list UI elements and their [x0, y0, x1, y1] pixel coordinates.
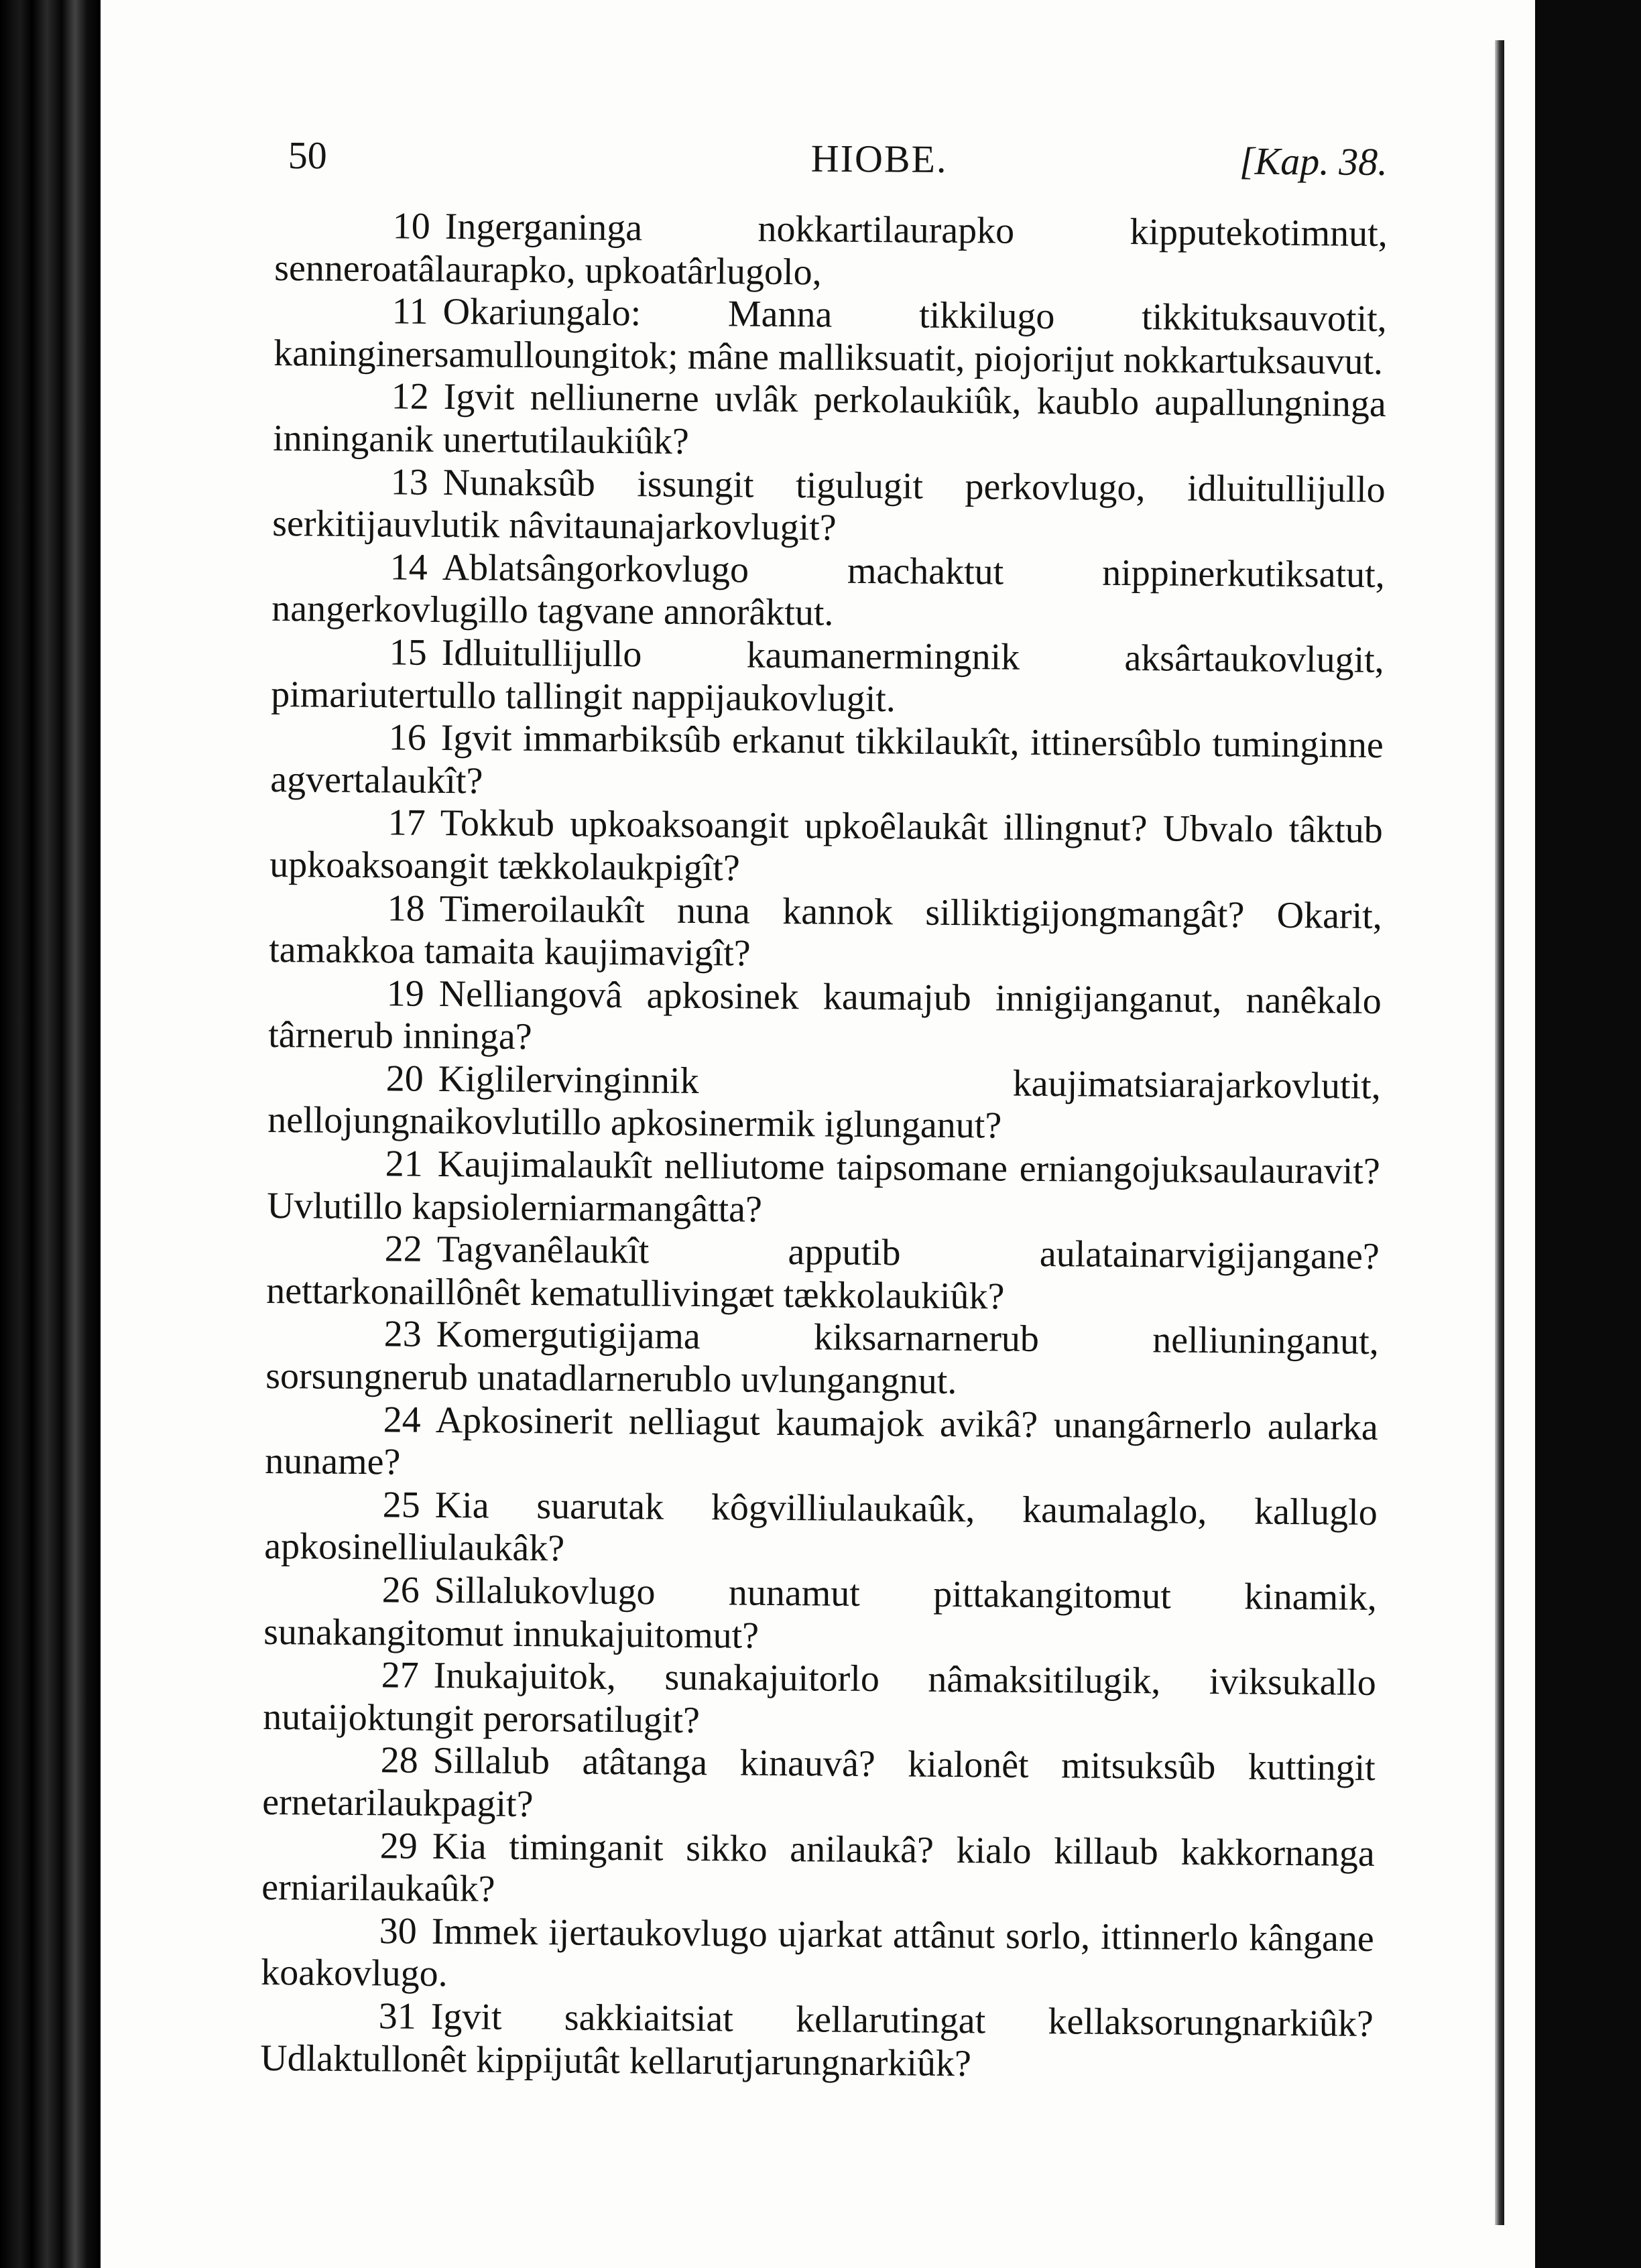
- verse-text: Igvit nelliunerne uvlâk perkolaukiûk, kaublo aupallungninga inninganik unertutilaukiûk?: [273, 376, 1386, 462]
- verse-31: [260, 1995, 1374, 2088]
- book-binding-shadow: [0, 0, 101, 2268]
- verse-14: [271, 546, 1385, 639]
- verse-number: 14: [389, 546, 428, 588]
- chapter-reference: [Kap. 38.: [1239, 139, 1388, 184]
- verse-text: Okariungalo: Manna tikkilugo tikkituksauvotit, kaninginersamulloungitok; mâne malliksuatit, piojorijut nokkartuksauvut.: [274, 291, 1387, 383]
- verse-number: 23: [383, 1313, 422, 1356]
- verse-number: 15: [389, 631, 427, 674]
- verse-number: 28: [380, 1739, 419, 1782]
- verse-number: 27: [381, 1654, 420, 1696]
- verse-number: 19: [386, 972, 425, 1015]
- verse-17: [269, 801, 1383, 895]
- verse-text: Ingerganinga nokkartilaurapko kipputekotimnut, senneroatâlaurapko, upkoatârlugolo,: [274, 205, 1388, 294]
- verse-text: Sillalukovlugo nunamut pittakangitomut kinamik, sunakangitomut innukajuitomut?: [263, 1569, 1377, 1657]
- verse-number: 20: [385, 1058, 424, 1100]
- running-head: [288, 133, 1388, 193]
- verse-number: 10: [392, 205, 430, 247]
- verse-text: Timeroilaukît nuna kannok silliktigijongmangât? Okarit, tamakkoa tamaita kaujimavigît?: [269, 887, 1382, 974]
- verse-text: Inukajuitok, sunakajuitorlo nâmaksitilugik, iviksukallo nutaijoktungit perorsatilugit?: [263, 1655, 1376, 1741]
- verse-12: [273, 375, 1386, 468]
- verse-22: [266, 1227, 1380, 1321]
- verse-text: Nelliangovâ apkosinek kaumajub innigijanganut, nanêkalo târnerub inninga?: [268, 972, 1382, 1058]
- verse-text: Idluitullijullo kaumanermingnik aksârtaukovlugit, pimariutertullo tallingit nappijaukovlugit.: [271, 631, 1384, 720]
- verse-26: [263, 1568, 1377, 1662]
- verse-text: Igvit sakkiaitsiat kellarutingat kellaksorungnarkiûk? Udlaktullonêt kippijutât kellarutjarungnarkiûk?: [260, 1995, 1374, 2084]
- body-text: [260, 204, 1388, 2088]
- verse-13: [272, 460, 1386, 554]
- verse-text: Kiglilervinginnik kaujimatsiarajarkovlutit, nellojungnaikovlutillo apkosinermik iglunganut?: [267, 1058, 1381, 1147]
- verse-27: [263, 1653, 1376, 1747]
- verse-number: 16: [388, 716, 426, 759]
- verse-number: 30: [379, 1910, 418, 1952]
- verse-10: [274, 204, 1388, 298]
- verse-number: 22: [384, 1228, 423, 1271]
- verse-16: [270, 716, 1384, 810]
- verse-number: 12: [391, 375, 429, 418]
- verse-28: [262, 1739, 1376, 1832]
- verse-text: Immek ijertaukovlugo ujarkat attânut sorlo, ittinnerlo kângane koakovlugo.: [261, 1910, 1374, 1995]
- verse-23: [265, 1312, 1379, 1406]
- verse-text: Ablatsângorkovlugo machaktut nippinerkutiksatut, nangerkovlugillo tagvane annorâktut.: [271, 546, 1385, 634]
- verse-25: [264, 1483, 1378, 1577]
- verse-30: [261, 1909, 1374, 2003]
- verse-text: Apkosinerit nelliagut kaumajok avikâ? unangârnerlo aularka nuname?: [265, 1399, 1378, 1483]
- verse-number: 24: [383, 1398, 422, 1441]
- verse-15: [271, 631, 1384, 724]
- verse-text: Kia suarutak kôgvilliulaukaûk, kaumalaglo, kalluglo apkosinelliulaukâk?: [264, 1484, 1378, 1570]
- page-edge-shadow: [1495, 40, 1504, 2225]
- verse-21: [267, 1142, 1380, 1236]
- verse-text: Kaujimalaukît nelliutome taipsomane erniangojuksaulauravit? Uvlutillo kapsiolerniarmangâtta?: [267, 1143, 1380, 1231]
- verse-29: [261, 1824, 1375, 1917]
- verse-text: Igvit immarbiksûb erkanut tikkilaukît, ittinersûblo tuminginne agvertalaukît?: [270, 717, 1384, 802]
- verse-19: [268, 972, 1382, 1066]
- verse-number: 31: [378, 1995, 417, 2037]
- verse-number: 21: [385, 1143, 424, 1185]
- verse-text: Tagvanêlaukît apputib aulatainarvigijangane? nettarkonaillônêt kematullivingæt tækkolaukiûk?: [266, 1228, 1380, 1318]
- verse-text: Nunaksûb issungit tigulugit perkovlugo, idluitullijullo serkitijauvlutik nâvitaunajarkovlugit?: [272, 461, 1386, 549]
- verse-text: Sillalub atâtanga kinauvâ? kialonêt mitsuksûb kuttingit ernetarilaukpagit?: [262, 1740, 1376, 1826]
- book-title: HIOBE.: [810, 136, 948, 182]
- verse-24: [265, 1398, 1378, 1492]
- verse-number: 29: [379, 1824, 418, 1867]
- page-number: 50: [288, 133, 327, 178]
- verse-text: Tokkub upkoaksoangit upkoêlaukât illingnut? Ubvalo tâktub upkoaksoangit tækkolaukpigît?: [269, 802, 1383, 889]
- verse-number: 26: [381, 1569, 420, 1611]
- verse-number: 13: [390, 460, 428, 503]
- verse-text: Komergutigijama kiksarnarnerub nelliuninganut, sorsungnerub unatadlarnerublo uvlungangnut.: [265, 1314, 1379, 1403]
- verse-number: 18: [387, 887, 426, 930]
- verse-20: [267, 1057, 1381, 1151]
- verse-11: [274, 290, 1387, 383]
- verse-18: [269, 886, 1382, 980]
- verse-number: 11: [391, 290, 428, 332]
- verse-text: Kia timinganit sikko anilaukâ? kialo killaub kakkornanga erniarilaukaûk?: [261, 1825, 1375, 1910]
- verse-number: 17: [387, 802, 426, 844]
- verse-number: 25: [382, 1484, 421, 1526]
